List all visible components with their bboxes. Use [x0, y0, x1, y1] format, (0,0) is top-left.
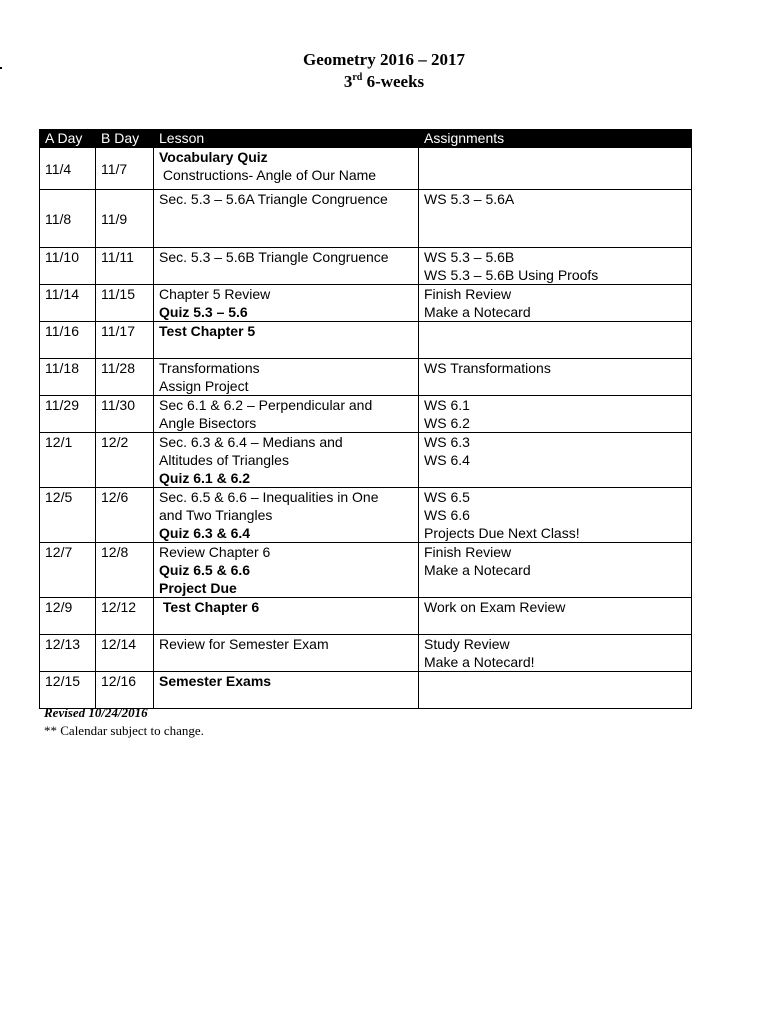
table-row: [40, 322, 692, 359]
lesson-line: Sec. 5.3 – 5.6B Triangle Congruence: [159, 249, 389, 265]
schedule-body: [40, 148, 692, 709]
cell-a-day: 11/16: [40, 322, 96, 359]
lesson-line: Assign Project: [159, 378, 249, 394]
lesson-line: Sec. 6.3 & 6.4 – Medians and: [159, 434, 343, 450]
cell-assignments: [419, 672, 692, 709]
cell-b-day: 12/14: [96, 635, 154, 672]
cell-assignments: [419, 248, 692, 285]
assignment-line: WS 6.3: [424, 434, 470, 450]
lesson-line: Test Chapter 6: [159, 599, 260, 615]
header-a-day: A Day: [40, 130, 96, 148]
assignment-line: Finish Review: [424, 286, 512, 302]
revised-date: Revised 10/24/2016: [44, 705, 148, 720]
lesson-line: Review Chapter 6: [159, 544, 271, 560]
lesson-line: Chapter 5 Review: [159, 286, 271, 302]
lesson-line: Sec. 6.5 & 6.6 – Inequalities in One: [159, 489, 379, 505]
cell-a-day: 11/10: [40, 248, 96, 285]
title-line-1: Geometry 2016 – 2017: [303, 50, 465, 69]
assignment-line: Make a Notecard: [424, 562, 531, 578]
cell-lesson: [154, 598, 419, 635]
lesson-line: Test Chapter 5: [159, 323, 256, 339]
document-title: [0, 49, 768, 96]
cell-lesson: [154, 148, 419, 190]
title-line-2: [0, 71, 768, 96]
assignment-line: Finish Review: [424, 544, 512, 560]
assignment-line: WS 5.3 – 5.6B: [424, 249, 515, 265]
cell-b-day: 12/8: [96, 543, 154, 598]
cell-b-day: 11/7: [96, 148, 154, 190]
assignment-line: WS 5.3 – 5.6B Using Proofs: [424, 267, 599, 283]
cell-lesson: [154, 285, 419, 322]
table-row: [40, 672, 692, 709]
table-row: [40, 488, 692, 543]
lesson-line: Quiz 6.5 & 6.6: [159, 562, 251, 578]
table-row: [40, 148, 692, 190]
assignment-line: WS Transformations: [424, 360, 551, 376]
cell-a-day: 11/14: [40, 285, 96, 322]
cell-a-day: 12/1: [40, 433, 96, 488]
lesson-line: Vocabulary Quiz: [159, 149, 268, 165]
cell-lesson: [154, 322, 419, 359]
title-term-suffix: rd: [352, 72, 363, 83]
cell-a-day: 11/4: [40, 148, 96, 190]
header-lesson: Lesson: [154, 130, 419, 148]
cell-lesson: [154, 396, 419, 433]
cell-b-day: 11/28: [96, 359, 154, 396]
cell-a-day: 12/5: [40, 488, 96, 543]
header-b-day: B Day: [96, 130, 154, 148]
table-row: [40, 635, 692, 672]
lesson-line: Transformations: [159, 360, 260, 376]
cell-assignments: [419, 322, 692, 359]
cell-a-day: 11/29: [40, 396, 96, 433]
assignment-line: Work on Exam Review: [424, 599, 566, 615]
cell-assignments: [419, 396, 692, 433]
cell-assignments: [419, 543, 692, 598]
lesson-line: Constructions- Angle of Our Name: [159, 167, 377, 183]
cell-assignments: [419, 433, 692, 488]
assignment-line: Study Review: [424, 636, 510, 652]
cell-assignments: [419, 285, 692, 322]
cell-a-day: 12/13: [40, 635, 96, 672]
cell-b-day: 12/6: [96, 488, 154, 543]
table-row: [40, 359, 692, 396]
table-row: [40, 190, 692, 248]
assignment-line: WS 6.2: [424, 415, 470, 431]
cell-lesson: [154, 359, 419, 396]
lesson-line: Sec 6.1 & 6.2 – Perpendicular and: [159, 397, 373, 413]
table-row: [40, 248, 692, 285]
cell-b-day: 11/15: [96, 285, 154, 322]
cell-b-day: 11/17: [96, 322, 154, 359]
assignment-line: WS 6.4: [424, 452, 470, 468]
table-row: [40, 285, 692, 322]
cell-assignments: [419, 598, 692, 635]
lesson-line: Altitudes of Triangles: [159, 452, 289, 468]
table-header-row: [40, 130, 692, 148]
cell-a-day: 11/8: [40, 190, 96, 248]
lesson-line: Quiz 6.3 & 6.4: [159, 525, 251, 541]
cell-b-day: 12/12: [96, 598, 154, 635]
cell-assignments: [419, 359, 692, 396]
assignment-line: Projects Due Next Class!: [424, 525, 580, 541]
assignment-line: Make a Notecard: [424, 304, 531, 320]
assignment-line: WS 6.1: [424, 397, 470, 413]
lesson-line: Semester Exams: [159, 673, 272, 689]
cell-a-day: 11/18: [40, 359, 96, 396]
title-term-rest: 6-weeks: [362, 72, 425, 91]
cell-lesson: [154, 190, 419, 248]
table-row: [40, 598, 692, 635]
cell-lesson: [154, 488, 419, 543]
header-assignments: Assignments: [419, 130, 692, 148]
cell-lesson: [154, 248, 419, 285]
cell-a-day: 12/9: [40, 598, 96, 635]
cell-lesson: [154, 635, 419, 672]
table-row: [40, 543, 692, 598]
cell-lesson: [154, 433, 419, 488]
cell-lesson: [154, 672, 419, 709]
cell-b-day: 11/11: [96, 248, 154, 285]
assignment-line: Make a Notecard!: [424, 654, 535, 670]
lesson-line: Quiz 6.1 & 6.2: [159, 470, 251, 486]
schedule-table: [39, 129, 692, 709]
lesson-line: Sec. 5.3 – 5.6A Triangle Congruence: [159, 191, 388, 207]
cell-a-day: 12/15: [40, 672, 96, 709]
cell-b-day: 12/16: [96, 672, 154, 709]
assignment-line: WS 6.6: [424, 507, 470, 523]
cell-assignments: [419, 190, 692, 248]
lesson-line: Project Due: [159, 580, 237, 596]
calendar-note: ** Calendar subject to change.: [44, 723, 204, 738]
cell-b-day: 11/30: [96, 396, 154, 433]
cell-b-day: 11/9: [96, 190, 154, 248]
cell-lesson: [154, 543, 419, 598]
cell-assignments: [419, 148, 692, 190]
assignment-line: WS 6.5: [424, 489, 470, 505]
lesson-line: Quiz 5.3 – 5.6: [159, 304, 248, 320]
lesson-line: Review for Semester Exam: [159, 636, 329, 652]
cell-assignments: [419, 635, 692, 672]
lesson-line: Angle Bisectors: [159, 415, 257, 431]
lesson-line: and Two Triangles: [159, 507, 273, 523]
table-row: [40, 433, 692, 488]
assignment-line: WS 5.3 – 5.6A: [424, 191, 515, 207]
cell-b-day: 12/2: [96, 433, 154, 488]
table-row: [40, 396, 692, 433]
title-term-number: 3: [343, 72, 353, 91]
cell-a-day: 12/7: [40, 543, 96, 598]
cell-assignments: [419, 488, 692, 543]
